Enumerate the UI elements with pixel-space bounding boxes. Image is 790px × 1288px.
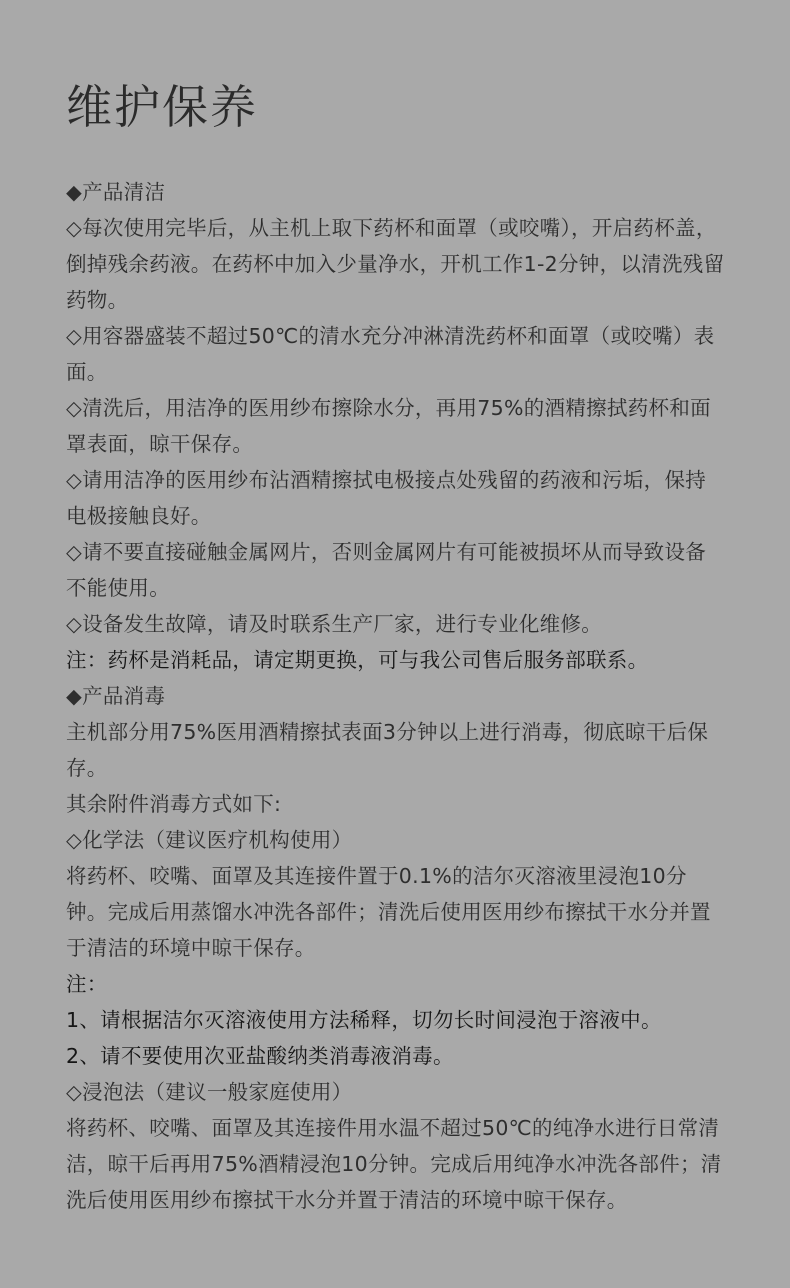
cleaning-step-3: ◇清洗后，用洁净的医用纱布擦除水分，再用75%的酒精擦拭药杯和面罩表面，晾干保存。 — [66, 396, 711, 456]
cleaning-step-4: ◇请用洁净的医用纱布沾酒精擦拭电极接点处残留的药液和污垢，保持电极接触良好。 — [66, 468, 707, 528]
disinfection-accessories-intro: 其余附件消毒方式如下: — [66, 792, 282, 816]
cleaning-step-5: ◇请不要直接碰触金属网片，否则金属网片有可能被损坏从而导致设备不能使用。 — [66, 540, 707, 600]
soaking-method-heading: ◇浸泡法（建议一般家庭使用） — [66, 1080, 353, 1104]
cleaning-step-2: ◇用容器盛装不超过50℃的清水充分冲淋清洗药杯和面罩（或咬嘴）表面。 — [66, 324, 715, 384]
chemical-note-2: 2、请不要使用次亚盐酸纳类消毒液消毒。 — [66, 1044, 454, 1068]
chemical-method-text: 将药杯、咬嘴、面罩及其连接件置于0.1%的洁尔灭溶液里浸泡10分钟。完成后用蒸馏水冲洗各部件；清洗后使用医用纱布擦拭干水分并置于清洁的环境中晾干保存。 — [66, 864, 711, 960]
section-heading-disinfection: ◆产品消毒 — [66, 684, 166, 708]
cleaning-note: 注：药杯是消耗品，请定期更换，可与我公司售后服务部联系。 — [66, 648, 649, 672]
soaking-method-text: 将药杯、咬嘴、面罩及其连接件用水温不超过50℃的纯净水进行日常清洁，晾干后再用75%酒精浸泡10分钟。完成后用纯净水冲洗各部件；清洗后使用医用纱布擦拭干水分并置于清洁的环境中晾干保存。 — [66, 1116, 722, 1212]
cleaning-step-1: ◇每次使用完毕后，从主机上取下药杯和面罩（或咬嘴），开启药杯盖，倒掉残余药液。在药杯中加入少量净水，开机工作1-2分钟，以清洗残留药物。 — [66, 216, 725, 312]
page-title: 维护保养 — [66, 80, 258, 134]
chemical-note-1: 1、请根据洁尔灭溶液使用方法稀释，切勿长时间浸泡于溶液中。 — [66, 1008, 662, 1032]
disinfection-main-unit: 主机部分用75%医用酒精擦拭表面3分钟以上进行消毒，彻底晾干后保存。 — [66, 720, 709, 780]
chemical-note-label: 注： — [66, 972, 108, 996]
chemical-method-heading: ◇化学法（建议医疗机构使用） — [66, 828, 353, 852]
maintenance-content — [66, 174, 726, 1218]
cleaning-step-6: ◇设备发生故障，请及时联系生产厂家，进行专业化维修。 — [66, 612, 603, 636]
section-heading-cleaning: ◆产品清洁 — [66, 180, 166, 204]
